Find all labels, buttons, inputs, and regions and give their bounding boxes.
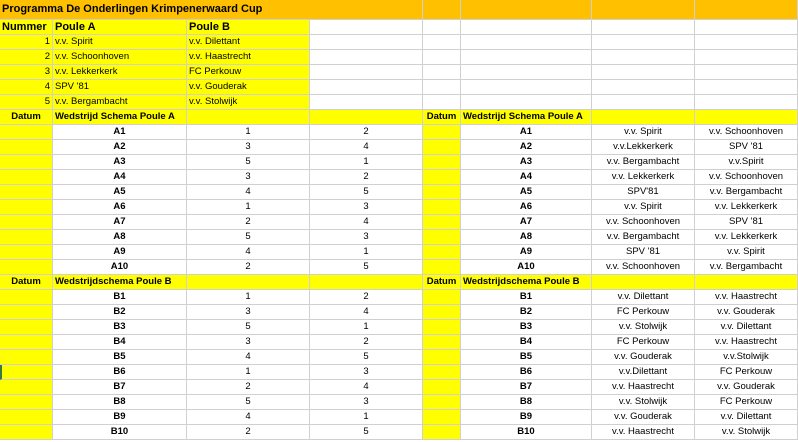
empty-cell[interactable] [310, 20, 423, 35]
match-away-team[interactable]: v.v. Gouderak [695, 380, 798, 395]
match-code[interactable]: A8 [461, 230, 592, 245]
match-away-number[interactable]: 2 [310, 170, 423, 185]
datum-cell[interactable] [0, 260, 53, 275]
title-bar-cell[interactable] [592, 0, 695, 20]
match-code[interactable]: B10 [461, 425, 592, 440]
match-home-number[interactable]: 5 [187, 320, 310, 335]
empty-cell[interactable] [461, 80, 592, 95]
schema-header-cell[interactable] [695, 275, 798, 290]
match-home-number[interactable]: 5 [187, 395, 310, 410]
title-bar-cell[interactable] [423, 0, 461, 20]
match-home-team[interactable]: v.v. Spirit [592, 200, 695, 215]
datum-cell[interactable] [423, 350, 461, 365]
datum-cell[interactable] [0, 230, 53, 245]
match-away-number[interactable]: 1 [310, 155, 423, 170]
datum-cell[interactable] [0, 410, 53, 425]
match-away-number[interactable]: 2 [310, 290, 423, 305]
datum-cell[interactable] [423, 365, 461, 380]
match-away-number[interactable]: 3 [310, 230, 423, 245]
match-home-number[interactable]: 2 [187, 380, 310, 395]
match-away-team[interactable]: v.v. Gouderak [695, 305, 798, 320]
datum-cell[interactable] [0, 245, 53, 260]
team-poule-a[interactable]: SPV '81 [53, 80, 187, 95]
match-away-team[interactable]: SPV '81 [695, 215, 798, 230]
match-code[interactable]: A6 [461, 200, 592, 215]
schema-title[interactable]: Wedstrijdschema Poule B [53, 275, 187, 290]
empty-cell[interactable] [695, 50, 798, 65]
match-code[interactable]: A10 [53, 260, 187, 275]
match-home-number[interactable]: 4 [187, 410, 310, 425]
match-code[interactable]: A4 [53, 170, 187, 185]
schema-header-cell[interactable] [187, 275, 310, 290]
match-home-team[interactable]: v.v. Schoonhoven [592, 215, 695, 230]
match-away-team[interactable]: SPV '81 [695, 140, 798, 155]
datum-cell[interactable] [0, 335, 53, 350]
match-code[interactable]: A2 [53, 140, 187, 155]
datum-cell[interactable] [0, 350, 53, 365]
match-home-number[interactable]: 3 [187, 170, 310, 185]
datum-cell[interactable] [423, 290, 461, 305]
match-home-number[interactable]: 2 [187, 260, 310, 275]
match-code[interactable]: A9 [461, 245, 592, 260]
datum-cell[interactable] [423, 125, 461, 140]
empty-cell[interactable] [423, 95, 461, 110]
datum-cell[interactable] [0, 155, 53, 170]
match-code[interactable]: B8 [461, 395, 592, 410]
schema-header-cell[interactable] [310, 110, 423, 125]
team-poule-b[interactable]: v.v. Dilettant [187, 35, 310, 50]
match-code[interactable]: A1 [53, 125, 187, 140]
empty-cell[interactable] [461, 50, 592, 65]
match-away-number[interactable]: 1 [310, 410, 423, 425]
datum-cell[interactable] [423, 215, 461, 230]
match-away-team[interactable]: FC Perkouw [695, 365, 798, 380]
match-home-team[interactable]: v.v. Schoonhoven [592, 260, 695, 275]
sheet-title[interactable]: Programma De Onderlingen Krimpenerwaard Cup [0, 0, 423, 20]
team-poule-a[interactable]: v.v. Bergambacht [53, 95, 187, 110]
datum-cell[interactable] [0, 185, 53, 200]
datum-cell[interactable] [0, 125, 53, 140]
match-code[interactable]: B9 [53, 410, 187, 425]
match-away-team[interactable]: v.v.Spirit [695, 155, 798, 170]
team-poule-a[interactable]: v.v. Lekkerkerk [53, 65, 187, 80]
match-home-team[interactable]: v.v. Haastrecht [592, 380, 695, 395]
empty-cell[interactable] [423, 80, 461, 95]
datum-cell[interactable] [0, 290, 53, 305]
header-poule-a[interactable]: Poule A [53, 20, 187, 35]
match-away-team[interactable]: v.v. Schoonhoven [695, 125, 798, 140]
match-code[interactable]: A3 [461, 155, 592, 170]
match-home-team[interactable]: v.v. Spirit [592, 125, 695, 140]
datum-cell[interactable] [423, 230, 461, 245]
match-home-team[interactable]: v.v. Stolwijk [592, 320, 695, 335]
datum-cell[interactable] [423, 260, 461, 275]
match-code[interactable]: B5 [53, 350, 187, 365]
datum-cell[interactable] [0, 140, 53, 155]
empty-cell[interactable] [461, 95, 592, 110]
empty-cell[interactable] [310, 35, 423, 50]
empty-cell[interactable] [423, 65, 461, 80]
match-code[interactable]: A7 [461, 215, 592, 230]
match-home-team[interactable]: v.v. Bergambacht [592, 230, 695, 245]
datum-cell[interactable] [0, 380, 53, 395]
datum-cell[interactable] [0, 395, 53, 410]
match-home-team[interactable]: FC Perkouw [592, 305, 695, 320]
team-poule-b[interactable]: v.v. Haastrecht [187, 50, 310, 65]
match-away-team[interactable]: v.v. Stolwijk [695, 425, 798, 440]
datum-cell[interactable] [423, 320, 461, 335]
match-away-team[interactable]: v.v. Bergambacht [695, 185, 798, 200]
schema-header-cell[interactable] [695, 110, 798, 125]
team-number[interactable]: 5 [0, 95, 53, 110]
match-code[interactable]: B10 [53, 425, 187, 440]
match-home-number[interactable]: 1 [187, 200, 310, 215]
match-code[interactable]: B2 [461, 305, 592, 320]
datum-cell[interactable] [423, 200, 461, 215]
team-number[interactable]: 4 [0, 80, 53, 95]
empty-cell[interactable] [461, 65, 592, 80]
match-code[interactable]: A3 [53, 155, 187, 170]
empty-cell[interactable] [310, 65, 423, 80]
empty-cell[interactable] [423, 50, 461, 65]
empty-cell[interactable] [695, 80, 798, 95]
match-away-team[interactable]: v.v. Schoonhoven [695, 170, 798, 185]
team-number[interactable]: 2 [0, 50, 53, 65]
match-home-team[interactable]: v.v.Lekkerkerk [592, 140, 695, 155]
match-code[interactable]: A8 [53, 230, 187, 245]
match-code[interactable]: B4 [461, 335, 592, 350]
datum-cell[interactable] [0, 170, 53, 185]
match-code[interactable]: B1 [461, 290, 592, 305]
datum-cell[interactable] [0, 215, 53, 230]
schema-title[interactable]: Wedstrijd Schema Poule A [461, 110, 592, 125]
match-code[interactable]: B2 [53, 305, 187, 320]
match-away-number[interactable]: 1 [310, 320, 423, 335]
schema-header-cell[interactable] [592, 110, 695, 125]
match-code[interactable]: B6 [53, 365, 187, 380]
empty-cell[interactable] [695, 35, 798, 50]
title-bar-cell[interactable] [461, 0, 592, 20]
datum-cell[interactable] [423, 305, 461, 320]
match-code[interactable]: B1 [53, 290, 187, 305]
match-away-number[interactable]: 2 [310, 125, 423, 140]
datum-cell[interactable] [423, 380, 461, 395]
match-home-team[interactable]: v.v. Bergambacht [592, 155, 695, 170]
empty-cell[interactable] [423, 20, 461, 35]
match-code[interactable]: A2 [461, 140, 592, 155]
empty-cell[interactable] [461, 35, 592, 50]
datum-cell[interactable] [423, 245, 461, 260]
match-home-team[interactable]: FC Perkouw [592, 335, 695, 350]
datum-cell[interactable] [423, 410, 461, 425]
match-home-number[interactable]: 2 [187, 215, 310, 230]
match-away-team[interactable]: v.v. Haastrecht [695, 290, 798, 305]
team-number[interactable]: 1 [0, 35, 53, 50]
datum-cell[interactable] [423, 185, 461, 200]
match-home-number[interactable]: 5 [187, 155, 310, 170]
match-away-number[interactable]: 2 [310, 335, 423, 350]
datum-header[interactable]: Datum [423, 110, 461, 125]
datum-cell[interactable] [423, 425, 461, 440]
match-code[interactable]: A4 [461, 170, 592, 185]
match-away-team[interactable]: v.v. Bergambacht [695, 260, 798, 275]
match-away-number[interactable]: 3 [310, 200, 423, 215]
empty-cell[interactable] [461, 20, 592, 35]
match-away-number[interactable]: 5 [310, 260, 423, 275]
team-poule-b[interactable]: v.v. Stolwijk [187, 95, 310, 110]
match-code[interactable]: B3 [461, 320, 592, 335]
match-away-number[interactable]: 4 [310, 215, 423, 230]
match-home-team[interactable]: SPV'81 [592, 185, 695, 200]
datum-cell[interactable] [423, 140, 461, 155]
match-home-number[interactable]: 2 [187, 425, 310, 440]
match-away-team[interactable]: FC Perkouw [695, 395, 798, 410]
match-home-number[interactable]: 3 [187, 335, 310, 350]
empty-cell[interactable] [695, 20, 798, 35]
match-away-team[interactable]: v.v. Lekkerkerk [695, 200, 798, 215]
match-code[interactable]: B4 [53, 335, 187, 350]
match-home-team[interactable]: v.v. Lekkerkerk [592, 170, 695, 185]
match-code[interactable]: B8 [53, 395, 187, 410]
datum-header[interactable]: Datum [423, 275, 461, 290]
match-code[interactable]: A7 [53, 215, 187, 230]
datum-cell[interactable] [0, 425, 53, 440]
datum-cell[interactable] [0, 305, 53, 320]
match-home-team[interactable]: v.v. Stolwijk [592, 395, 695, 410]
match-code[interactable]: A1 [461, 125, 592, 140]
match-away-number[interactable]: 1 [310, 245, 423, 260]
match-home-number[interactable]: 3 [187, 305, 310, 320]
datum-cell[interactable] [0, 320, 53, 335]
datum-cell[interactable] [423, 155, 461, 170]
match-code[interactable]: B9 [461, 410, 592, 425]
schema-title[interactable]: Wedstrijdschema Poule B [461, 275, 592, 290]
datum-cell[interactable] [423, 395, 461, 410]
empty-cell[interactable] [310, 80, 423, 95]
match-away-team[interactable]: v.v. Spirit [695, 245, 798, 260]
match-code[interactable]: B3 [53, 320, 187, 335]
empty-cell[interactable] [695, 65, 798, 80]
match-away-team[interactable]: v.v. Lekkerkerk [695, 230, 798, 245]
team-poule-a[interactable]: v.v. Schoonhoven [53, 50, 187, 65]
match-home-number[interactable]: 4 [187, 245, 310, 260]
match-home-number[interactable]: 3 [187, 140, 310, 155]
schema-header-cell[interactable] [592, 275, 695, 290]
datum-header[interactable]: Datum [0, 275, 53, 290]
match-away-team[interactable]: v.v. Dilettant [695, 320, 798, 335]
empty-cell[interactable] [592, 50, 695, 65]
datum-cell[interactable] [0, 365, 53, 380]
match-code[interactable]: A6 [53, 200, 187, 215]
empty-cell[interactable] [310, 95, 423, 110]
match-away-team[interactable]: v.v.Stolwijk [695, 350, 798, 365]
match-home-number[interactable]: 1 [187, 365, 310, 380]
match-home-team[interactable]: v.v.Dilettant [592, 365, 695, 380]
header-poule-b[interactable]: Poule B [187, 20, 310, 35]
match-code[interactable]: B7 [53, 380, 187, 395]
match-home-number[interactable]: 1 [187, 125, 310, 140]
match-away-number[interactable]: 3 [310, 395, 423, 410]
match-home-number[interactable]: 4 [187, 185, 310, 200]
match-code[interactable]: A9 [53, 245, 187, 260]
empty-cell[interactable] [592, 65, 695, 80]
match-home-team[interactable]: v.v. Dilettant [592, 290, 695, 305]
schema-header-cell[interactable] [187, 110, 310, 125]
schema-title[interactable]: Wedstrijd Schema Poule A [53, 110, 187, 125]
match-away-number[interactable]: 5 [310, 350, 423, 365]
datum-cell[interactable] [0, 200, 53, 215]
empty-cell[interactable] [592, 80, 695, 95]
match-home-team[interactable]: v.v. Gouderak [592, 350, 695, 365]
match-away-team[interactable]: v.v. Dilettant [695, 410, 798, 425]
team-poule-b[interactable]: FC Perkouw [187, 65, 310, 80]
match-code[interactable]: A5 [461, 185, 592, 200]
match-home-team[interactable]: SPV '81 [592, 245, 695, 260]
header-nummer[interactable]: Nummer [0, 20, 53, 35]
match-home-team[interactable]: v.v. Haastrecht [592, 425, 695, 440]
team-poule-a[interactable]: v.v. Spirit [53, 35, 187, 50]
match-home-number[interactable]: 5 [187, 230, 310, 245]
empty-cell[interactable] [592, 35, 695, 50]
match-code[interactable]: B6 [461, 365, 592, 380]
match-away-number[interactable]: 5 [310, 425, 423, 440]
datum-cell[interactable] [423, 335, 461, 350]
match-away-number[interactable]: 4 [310, 140, 423, 155]
match-code[interactable]: B7 [461, 380, 592, 395]
match-away-team[interactable]: v.v. Haastrecht [695, 335, 798, 350]
match-code[interactable]: B5 [461, 350, 592, 365]
match-away-number[interactable]: 4 [310, 305, 423, 320]
empty-cell[interactable] [592, 95, 695, 110]
match-home-team[interactable]: v.v. Gouderak [592, 410, 695, 425]
schema-header-cell[interactable] [310, 275, 423, 290]
match-away-number[interactable]: 3 [310, 365, 423, 380]
empty-cell[interactable] [695, 95, 798, 110]
match-home-number[interactable]: 1 [187, 290, 310, 305]
datum-header[interactable]: Datum [0, 110, 53, 125]
empty-cell[interactable] [310, 50, 423, 65]
match-away-number[interactable]: 5 [310, 185, 423, 200]
empty-cell[interactable] [423, 35, 461, 50]
match-away-number[interactable]: 4 [310, 380, 423, 395]
match-home-number[interactable]: 4 [187, 350, 310, 365]
match-code[interactable]: A10 [461, 260, 592, 275]
datum-cell[interactable] [423, 170, 461, 185]
match-code[interactable]: A5 [53, 185, 187, 200]
empty-cell[interactable] [592, 20, 695, 35]
team-poule-b[interactable]: v.v. Gouderak [187, 80, 310, 95]
team-number[interactable]: 3 [0, 65, 53, 80]
title-bar-cell[interactable] [695, 0, 798, 20]
